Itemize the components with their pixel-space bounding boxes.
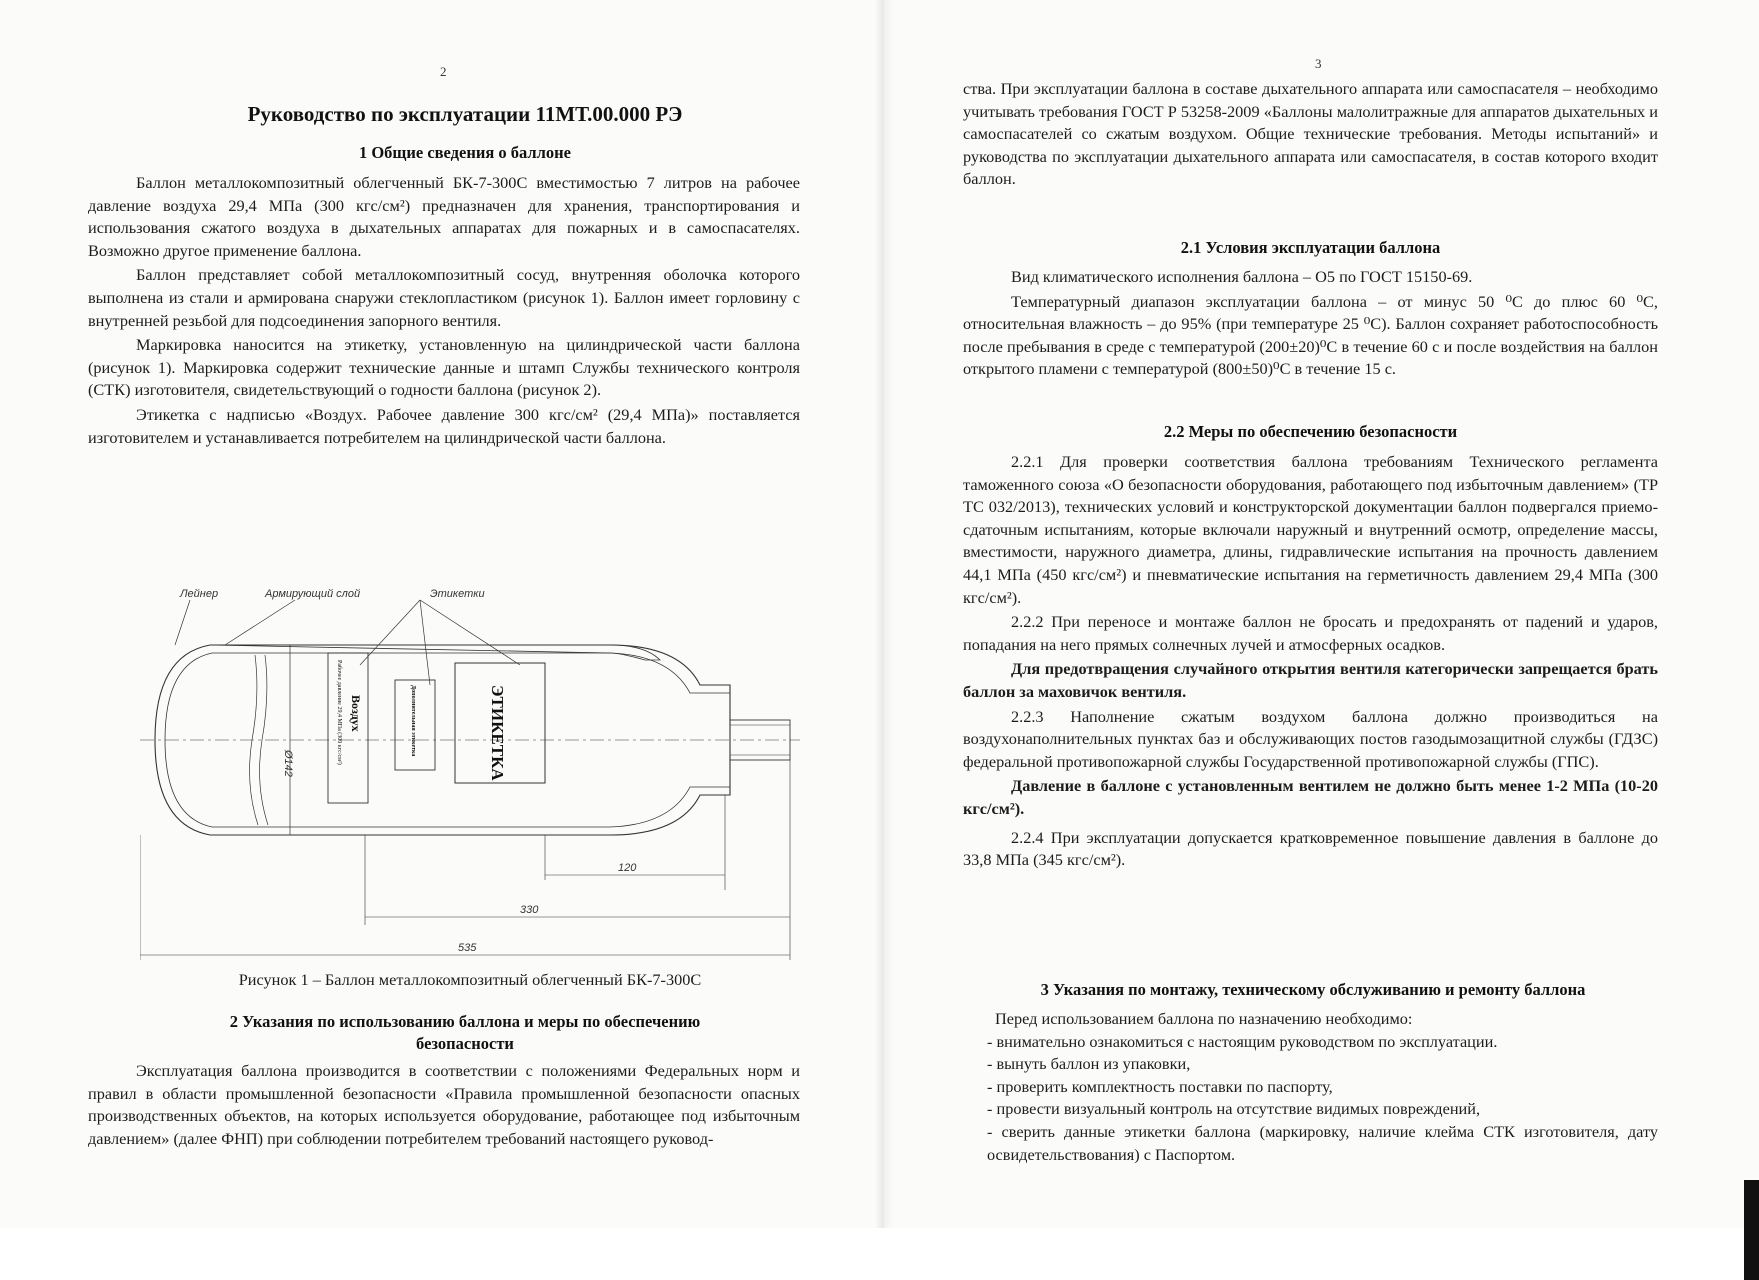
paragraph: ства. При эксплуатации баллона в составе дыхательного аппарата или самоспасателя – необходимо учитывать требования ГОСТ Р 53258-2009 «Баллоны малолитражные для аппаратов дыхательных и самоспасателей со сжатым воздухом. Общие технические требования. Методы испытаний» и руководства по эксплуатации дыхательного аппарата или самоспасателя, в состав которого входит баллон. bbox=[963, 79, 1658, 189]
page-number-left: 2 bbox=[440, 64, 447, 79]
dim-535: 535 bbox=[458, 942, 477, 954]
paragraph: 2.2.4 При эксплуатации допускается кратковременное повышение давления в баллоне до 33,8 МПа (345 кгс/см²). bbox=[963, 827, 1658, 870]
label-reinforcing-layer: Армирующий слой bbox=[265, 588, 361, 600]
label-air-sub: Рабочее давление 29,4 МПа (300 кгс/см²) bbox=[336, 660, 342, 765]
paragraph: Баллон металлокомпозитный облегченный БК-7-300С вместимостью 7 литров на рабочее давление воздуха 29,4 МПа (300 кгс/см²) предназначен для хранения, транспортирования и использования сжатого воздуха в дыхательных аппаратах для пожарных и в самоспасателях. Возможно другое применение баллона. bbox=[88, 173, 800, 260]
warning-pressure: Давление в баллоне с установленным вентилем не должно быть менее 1-2 МПа (10-20 кгс/см²). bbox=[963, 776, 1658, 818]
list-item: - провести визуальный контроль на отсутствие видимых повреждений, bbox=[987, 1099, 1481, 1119]
paragraph: Эксплуатация баллона производится в соответствии с положениями Федеральных норм и правил в области промышленной безопасности «Правила промышленной безопасности опасных производственных объектов, на которых используется оборудование, работающее под избыточным давлением» (далее ФНП) при соблюдении потребителем требований настоящего руковод- bbox=[88, 1061, 800, 1148]
list-item: - вынуть баллон из упаковки, bbox=[987, 1054, 1191, 1074]
list-item: - проверить комплектность поставки по паспорту, bbox=[987, 1076, 1333, 1096]
label-etiketka: ЭТИКЕТКА bbox=[488, 685, 507, 781]
section-2-heading bbox=[130, 1011, 800, 1055]
label-liner: Лейнер bbox=[180, 588, 219, 600]
section-2-2-body bbox=[963, 451, 1658, 874]
page-number-right: 3 bbox=[1315, 56, 1322, 71]
section-1-heading: 1 Общие сведения о баллоне bbox=[358, 143, 572, 162]
paragraph: Маркировка наносится на этикетку, установленную на цилиндрической части баллона (рисунок 1). Маркировка содержит технические данные и штамп Службы технического контроля (СТК) изготовителя, свидетельствующий о годности баллона (рисунок 2). bbox=[88, 335, 800, 400]
section-2-body bbox=[88, 1060, 800, 1152]
section-3-heading: 3 Указания по монтажу, техническому обслуживанию и ремонту баллона bbox=[1040, 980, 1586, 999]
book-gutter bbox=[875, 0, 893, 1280]
document-title: Руководство по эксплуатации 11МТ.00.000 РЭ bbox=[247, 102, 683, 126]
label-air: Воздух bbox=[349, 695, 363, 732]
section-2-heading-line1: 2 Указания по использованию баллона и меры по обеспечению bbox=[229, 1012, 701, 1031]
figure-caption: Рисунок 1 – Баллон металлокомпозитный облегченный БК-7-300С bbox=[238, 970, 702, 989]
paragraph: 2.2.1 Для проверки соответствия баллона требованиям Технического регламента таможенного союза «О безопасности оборудования, работающего под избыточным давлением» (ТР ТС 032/2013), технических условий и конструкторской документации баллон подвергался приемо-сдаточным испытаниям, которые включали наружный и внутренний осмотр, определение массы, вместимости, наружного диаметра, длины, гидравлические испытания на прочность давлением 44,1 МПа (450 кгс/см²) и пневматические испытания на герметичность давлением 29,4 МПа (300 кгс/см²). bbox=[963, 452, 1658, 607]
section-2-heading-line2: безопасности bbox=[416, 1034, 514, 1053]
section-2-1-heading: 2.1 Условия эксплуатации баллона bbox=[1180, 238, 1441, 257]
list-item: - внимательно ознакомиться с настоящим руководством по эксплуатации. bbox=[987, 1031, 1498, 1051]
dim-diameter: Ø142 bbox=[282, 750, 294, 777]
scan-edge bbox=[1744, 1180, 1759, 1280]
dim-330: 330 bbox=[520, 904, 539, 916]
section-1-body bbox=[88, 172, 800, 451]
list-item: - сверить данные этикетки баллона (маркировку, наличие клейма СТК изготовителя, дату освидетельствования) с Паспортом. bbox=[987, 1121, 1658, 1164]
paragraph: 2.2.2 При переносе и монтаже баллон не бросать и предохранять от падений и ударов, попадания на него прямых солнечных лучей и атмосферных осадков. bbox=[963, 612, 1658, 654]
scan-margin bbox=[0, 1228, 1759, 1280]
dim-120: 120 bbox=[618, 862, 637, 874]
label-labels: Этикетки bbox=[430, 588, 485, 600]
section-2-1-body bbox=[963, 266, 1658, 383]
cylinder-drawing bbox=[140, 585, 800, 963]
section-3-body bbox=[963, 1008, 1658, 1166]
paragraph: 2.2.3 Наполнение сжатым воздухом баллона должно производиться на воздухонаполнительных пунктах баз и обслуживающих постов газодымозащитной службы (ГДЗС) федеральной противопожарной службы Государственной противопожарной службы (ГПС). bbox=[963, 706, 1658, 771]
paragraph: Вид климатического исполнения баллона – О5 по ГОСТ 15150-69. bbox=[1011, 267, 1473, 286]
paragraph: Температурный диапазон эксплуатации баллона – от минус 50 ⁰С до плюс 60 ⁰С, относительная влажность – до 95% (при температуре 25 ⁰С). Баллон сохраняет работоспособность после пребывания в среде с температурой (200±20)⁰С в течение 60 с и после воздействия на баллон открытого пламени с температурой (800±50)⁰С в течение 15 с. bbox=[963, 291, 1658, 379]
paragraph: Этикетка с надписью «Воздух. Рабочее давление 300 кгс/см² (29,4 МПа)» поставляется изготовителем и устанавливается потребителем на цилиндрической части баллона. bbox=[88, 404, 800, 447]
label-extra: Дополнительная этикетка bbox=[410, 685, 416, 757]
warning-valve: Для предотвращения случайного открытия вентиля категорически запрещается брать баллон за маховичок вентиля. bbox=[963, 659, 1658, 701]
section-3-intro: Перед использованием баллона по назначению необходимо: bbox=[995, 1009, 1413, 1028]
continuation-text bbox=[963, 78, 1658, 193]
paragraph: Баллон представляет собой металлокомпозитный сосуд, внутренняя оболочка которого выполнена из стали и армирована снаружи стеклопластиком (рисунок 1). Баллон имеет горловину с внутренней резьбой для подсоединения запорного вентиля. bbox=[88, 265, 800, 330]
section-2-2-heading: 2.2 Меры по обеспечению безопасности bbox=[1163, 422, 1458, 441]
